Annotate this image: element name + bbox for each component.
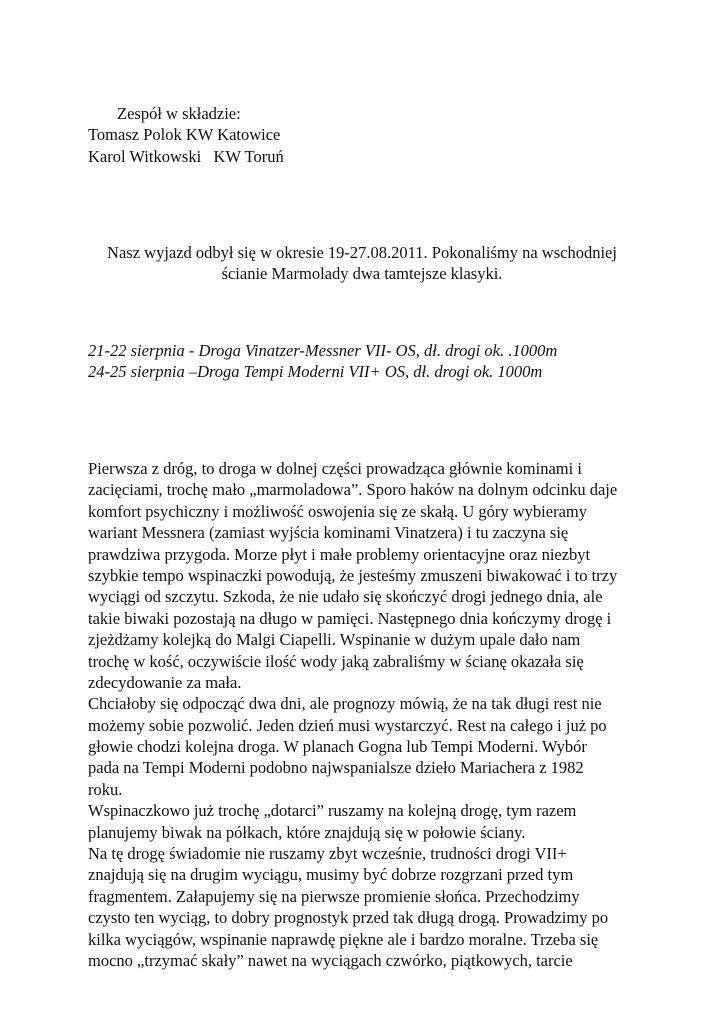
body-line: szybkie tempo wspinaczki powodują, że jesteśmy zmuszeni biwakować i to trzy (88, 565, 618, 585)
body-line: takie biwaki pozostają na długo w pamięci. Następnego dnia kończymy drogę i (88, 608, 612, 628)
team-member-1: Tomasz Polok KW Katowice (88, 125, 281, 145)
body-line: wyciągi od szczytu. Szkoda, że nie udało się skończyć drogi jednego dnia, ale (88, 587, 603, 607)
body-line: komfort psychiczny i możliwość oswojenia się ze skałą. U góry wybieramy (88, 501, 587, 521)
body-line: trochę w kość, oczywiście ilość wody jaką zabraliśmy w ścianę okazała się (88, 651, 584, 671)
body-line: prawdziwa przygoda. Morze płyt i małe problemy orientacyjne oraz niezbyt (88, 544, 591, 564)
body-line: planujemy biwak na półkach, które znajdują się w połowie ściany. (88, 822, 526, 842)
body-line: wariant Messnera (zamiast wyjścia kominami Vinatzera) i tu zaczyna się (88, 523, 569, 543)
body-line: Na tę drogę świadomie nie ruszamy zbyt wcześnie, trudności drogi VII+ (88, 844, 567, 864)
body-line: roku. (88, 779, 123, 799)
body-line: Chciałoby się odpocząć dwa dni, ale prognozy mówią, że na tak długi rest nie (88, 694, 602, 714)
body-line: znajdują się na drugim wyciągu, musimy być dobrze rozgrzani przed tym (88, 865, 574, 885)
team-heading: Zespół w składzie: (117, 104, 241, 123)
route-item-tempi-moderni: 24-25 sierpnia –Droga Tempi Moderni VII+ OS, dł. drogi ok. 1000m (88, 362, 543, 382)
intro-line: Nasz wyjazd odbył się w okresie 19-27.08.2011. Pokonaliśmy na wschodniej (107, 243, 617, 262)
body-line: Wspinaczkowo już trochę „dotarci” ruszamy na kolejną drogę, tym razem (88, 801, 577, 821)
intro-line: ścianie Marmolady dwa tamtejsze klasyki. (221, 264, 503, 284)
body-line: Pierwsza z dróg, to droga w dolnej części prowadząca głównie kominami i (88, 459, 582, 478)
body-line: zacięciami, trochę mało „marmoladowa”. Sporo haków na dolnym odcinku daje (88, 480, 618, 500)
intro-paragraph (88, 242, 636, 285)
body-line: pada na Tempi Moderni podobno najwspanialsze dzieło Mariachera z 1982 (88, 758, 584, 778)
body-line: zjeżdżamy kolejką do Malgi Ciapelli. Wspinanie w dużym upale dało nam (88, 630, 581, 650)
body-line: fragmentem. Załapujemy się na pierwsze promienie słońca. Przechodzimy (88, 886, 580, 906)
body-line: głowie chodzi kolejna droga. W planach Gogna lub Tempi Moderni. Wybór (88, 737, 587, 757)
report-body (88, 458, 648, 971)
body-line: kilka wyciągów, wspinanie naprawdę piękne ale i bardzo moralne. Trzeba się (88, 929, 599, 949)
team-section (88, 103, 648, 167)
route-item-vinatzer-messner: 21-22 sierpnia - Droga Vinatzer-Messner VII- OS, dł. drogi ok. .1000m (88, 341, 558, 360)
body-line: mocno „trzymać skały” nawet na wyciągach czwórko, piątkowych, tarcie (88, 950, 573, 970)
body-line: czysto ten wyciąg, to dobry prognostyk przed tak długą drogą. Prowadzimy po (88, 908, 609, 928)
team-member-2: Karol Witkowski KW Toruń (88, 146, 284, 166)
body-line: możemy sobie pozwolić. Jeden dzień musi wystarczyć. Rest na całego i już po (88, 715, 607, 735)
routes-list (88, 340, 648, 383)
body-line: zdecydowanie za mała. (88, 672, 242, 692)
